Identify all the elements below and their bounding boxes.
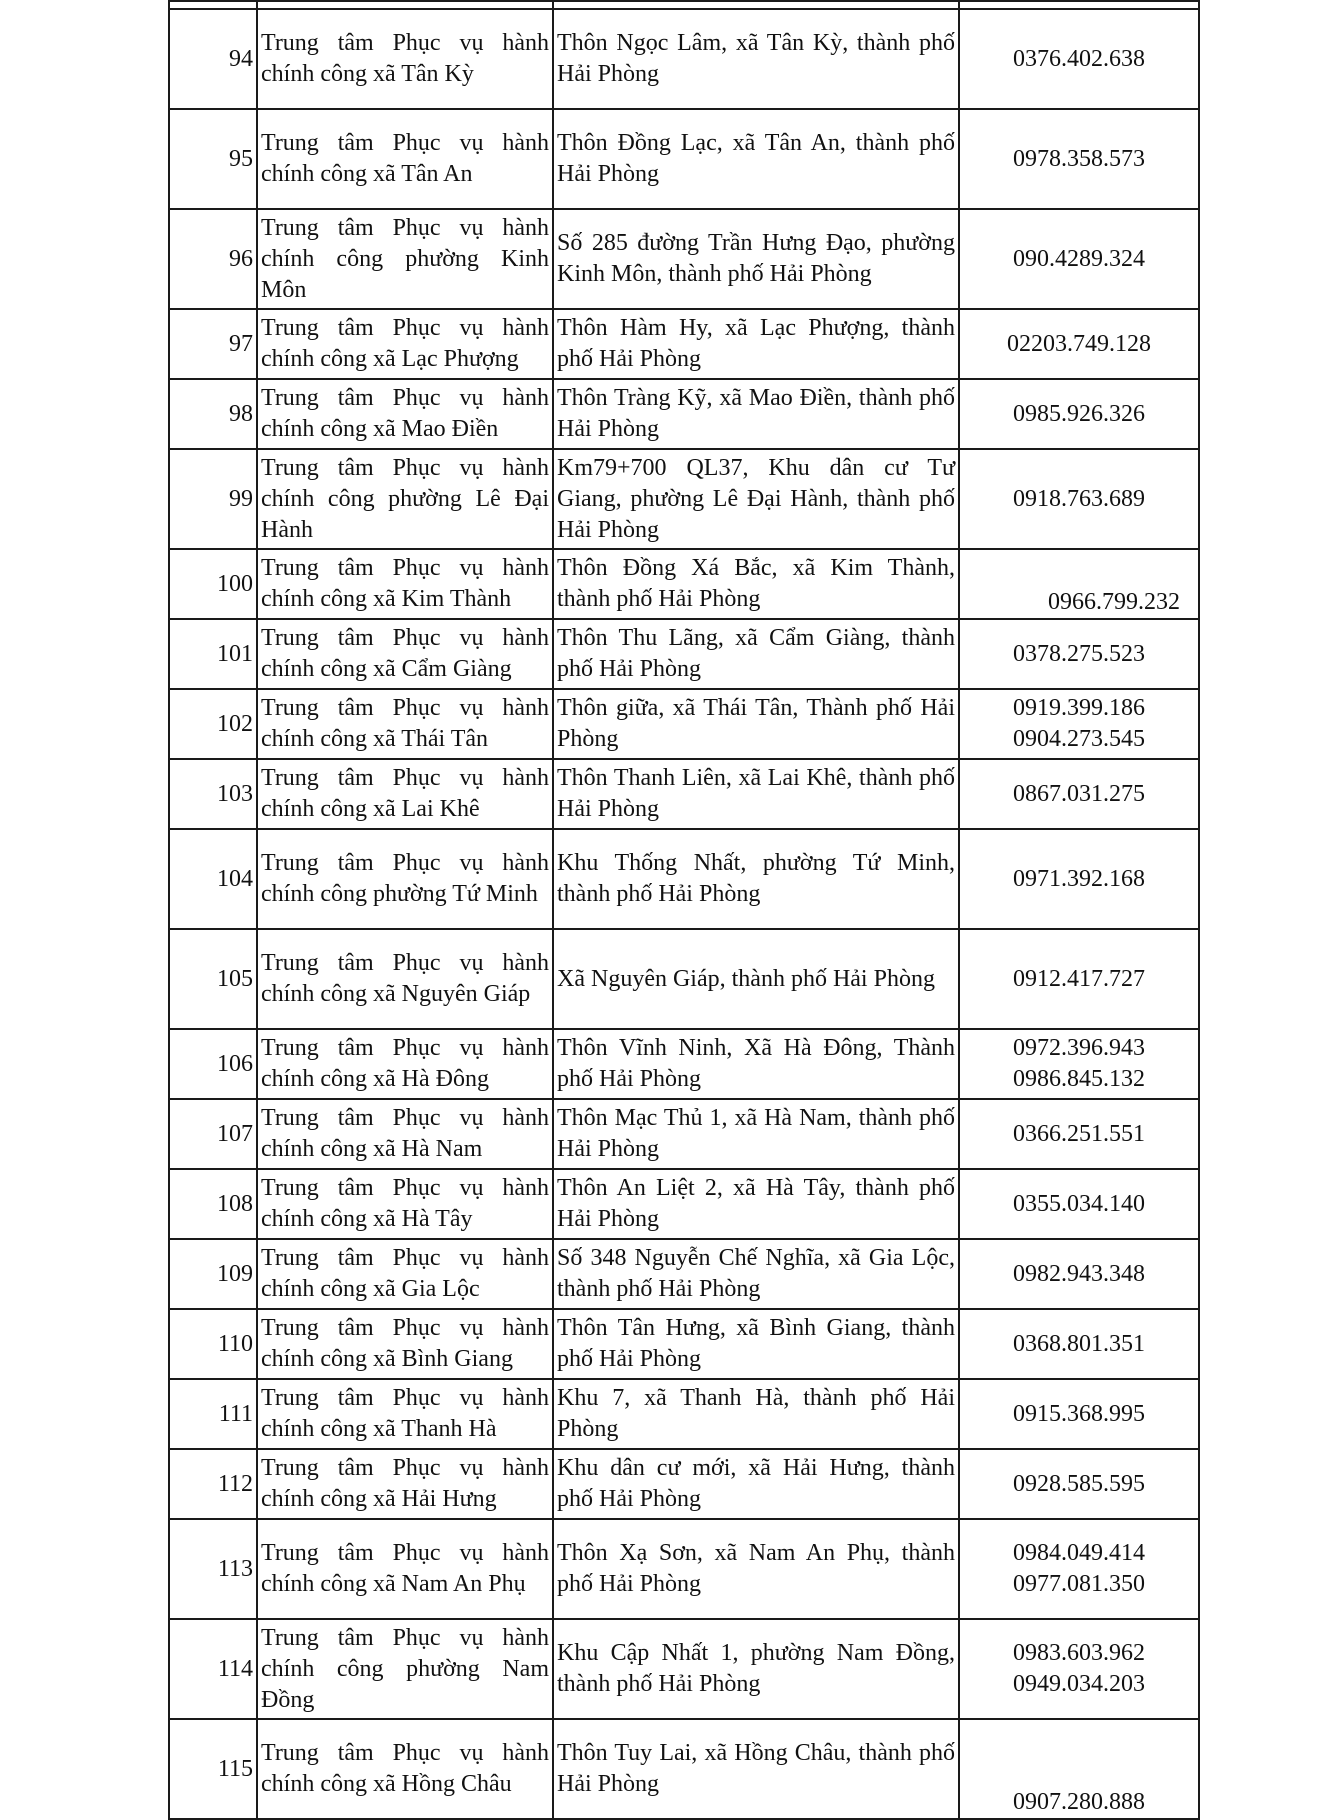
row-number: 101 <box>169 619 257 689</box>
center-address: Thôn Thu Lãng, xã Cẩm Giàng, thành phố Hải Phòng <box>553 619 959 689</box>
phone-number: 0867.031.275 <box>1013 780 1145 807</box>
phone-cell <box>959 209 1199 309</box>
center-address: Thôn Tân Hưng, xã Bình Giang, thành phố Hải Phòng <box>553 1309 959 1379</box>
table-row-previous-stub <box>169 1 1199 9</box>
phone-number: 0949.034.203 <box>1013 1671 1145 1697</box>
center-name: Trung tâm Phục vụ hành chính công xã Cẩm Giàng <box>257 619 553 689</box>
phone-number: 0919.399.186 <box>1013 695 1145 721</box>
phone-cell <box>959 1379 1199 1449</box>
center-name: Trung tâm Phục vụ hành chính công xã Nam An Phụ <box>257 1519 553 1619</box>
center-name: Trung tâm Phục vụ hành chính công xã Thái Tân <box>257 689 553 759</box>
center-name: Trung tâm Phục vụ hành chính công xã Nguyên Giáp <box>257 929 553 1029</box>
phone-cell <box>959 1029 1199 1099</box>
table-row <box>169 379 1199 449</box>
table-row <box>169 109 1199 209</box>
center-name: Trung tâm Phục vụ hành chính công xã Hà Nam <box>257 1099 553 1169</box>
phone-number: 0366.251.551 <box>1013 1120 1145 1147</box>
phone-cell <box>959 1309 1199 1379</box>
phone-number: 0971.392.168 <box>1013 865 1145 892</box>
phone-cell <box>959 309 1199 379</box>
center-address: Km79+700 QL37, Khu dân cư Tư Giang, phường Lê Đại Hành, thành phố Hải Phòng <box>553 449 959 549</box>
table-body <box>169 1 1199 1819</box>
center-address: Thôn Mạc Thủ 1, xã Hà Nam, thành phố Hải Phòng <box>553 1099 959 1169</box>
phone-number: 0982.943.348 <box>1013 1260 1145 1287</box>
center-name: Trung tâm Phục vụ hành chính công phường Kinh Môn <box>257 209 553 309</box>
row-number: 108 <box>169 1169 257 1239</box>
row-number: 103 <box>169 759 257 829</box>
table-row <box>169 209 1199 309</box>
row-number: 115 <box>169 1719 257 1819</box>
row-number: 95 <box>169 109 257 209</box>
table-row <box>169 1309 1199 1379</box>
table-row <box>169 1619 1199 1719</box>
center-address: Thôn Tràng Kỹ, xã Mao Điền, thành phố Hải Phòng <box>553 379 959 449</box>
phone-cell <box>959 929 1199 1029</box>
phone-cell <box>959 449 1199 549</box>
table-row <box>169 1519 1199 1619</box>
table-row <box>169 929 1199 1029</box>
table-row <box>169 759 1199 829</box>
service-centers-table <box>168 0 1200 1820</box>
center-address: Thôn Ngọc Lâm, xã Tân Kỳ, thành phố Hải Phòng <box>553 9 959 109</box>
row-number: 100 <box>169 549 257 619</box>
table-row <box>169 309 1199 379</box>
center-address: Số 285 đường Trần Hưng Đạo, phường Kinh Môn, thành phố Hải Phòng <box>553 209 959 309</box>
center-name: Trung tâm Phục vụ hành chính công xã Mao Điền <box>257 379 553 449</box>
row-number: 105 <box>169 929 257 1029</box>
row-number: 112 <box>169 1449 257 1519</box>
phone-number: 0984.049.414 <box>1013 1540 1145 1566</box>
phone-number: 090.4289.324 <box>1013 245 1145 272</box>
row-number: 111 <box>169 1379 257 1449</box>
center-name: Trung tâm Phục vụ hành chính công xã Gia Lộc <box>257 1239 553 1309</box>
row-number: 98 <box>169 379 257 449</box>
center-address: Thôn Đồng Xá Bắc, xã Kim Thành, thành phố Hải Phòng <box>553 549 959 619</box>
table-row <box>169 829 1199 929</box>
phone-number: 0918.763.689 <box>1013 485 1145 512</box>
center-name: Trung tâm Phục vụ hành chính công xã Hải Hưng <box>257 1449 553 1519</box>
center-address: Thôn An Liệt 2, xã Hà Tây, thành phố Hải Phòng <box>553 1169 959 1239</box>
phone-number: 0978.358.573 <box>1013 145 1145 172</box>
phone-number: 0915.368.995 <box>1013 1400 1145 1427</box>
center-name: Trung tâm Phục vụ hành chính công xã Bình Giang <box>257 1309 553 1379</box>
row-number: 107 <box>169 1099 257 1169</box>
phone-number: 0986.845.132 <box>1013 1066 1145 1092</box>
table-row <box>169 1169 1199 1239</box>
phone-number: 0907.280.888 <box>1013 1789 1145 1815</box>
row-number: 96 <box>169 209 257 309</box>
phone-number: 0983.603.962 <box>1013 1640 1145 1666</box>
table-row <box>169 1719 1199 1819</box>
row-number: 104 <box>169 829 257 929</box>
phone-cell <box>959 1449 1199 1519</box>
center-name: Trung tâm Phục vụ hành chính công xã Hồng Châu <box>257 1719 553 1819</box>
phone-cell <box>959 549 1199 619</box>
table-row <box>169 689 1199 759</box>
table-row <box>169 449 1199 549</box>
phone-number: 0904.273.545 <box>1013 726 1145 752</box>
phone-cell <box>959 619 1199 689</box>
phone-cell <box>959 9 1199 109</box>
center-address: Thôn Vĩnh Ninh, Xã Hà Đông, Thành phố Hải Phòng <box>553 1029 959 1099</box>
center-address: Thôn Thanh Liên, xã Lai Khê, thành phố Hải Phòng <box>553 759 959 829</box>
phone-number: 0912.417.727 <box>1013 965 1145 992</box>
phone-cell <box>959 109 1199 209</box>
center-address: Thôn Hàm Hy, xã Lạc Phượng, thành phố Hải Phòng <box>553 309 959 379</box>
center-name: Trung tâm Phục vụ hành chính công xã Thanh Hà <box>257 1379 553 1449</box>
phone-number: 0972.396.943 <box>1013 1035 1145 1061</box>
center-address: Khu Thống Nhất, phường Tứ Minh, thành phố Hải Phòng <box>553 829 959 929</box>
phone-cell <box>959 689 1199 759</box>
phone-number: 0378.275.523 <box>1013 640 1145 667</box>
phone-cell <box>959 1619 1199 1719</box>
table-row <box>169 1029 1199 1099</box>
table-row <box>169 1099 1199 1169</box>
phone-number: 02203.749.128 <box>1007 330 1151 357</box>
center-name: Trung tâm Phục vụ hành chính công phường Lê Đại Hành <box>257 449 553 549</box>
row-number: 114 <box>169 1619 257 1719</box>
phone-number: 0985.926.326 <box>1013 400 1145 427</box>
phone-cell <box>959 829 1199 929</box>
center-address: Khu dân cư mới, xã Hải Hưng, thành phố Hải Phòng <box>553 1449 959 1519</box>
phone-cell <box>959 379 1199 449</box>
row-number: 94 <box>169 9 257 109</box>
center-name: Trung tâm Phục vụ hành chính công phường Nam Đồng <box>257 1619 553 1719</box>
center-address: Thôn Xạ Sơn, xã Nam An Phụ, thành phố Hải Phòng <box>553 1519 959 1619</box>
center-address: Xã Nguyên Giáp, thành phố Hải Phòng <box>553 929 959 1029</box>
phone-cell <box>959 1719 1199 1819</box>
phone-cell <box>959 1099 1199 1169</box>
table-row <box>169 1379 1199 1449</box>
center-name: Trung tâm Phục vụ hành chính công xã Kim Thành <box>257 549 553 619</box>
center-name: Trung tâm Phục vụ hành chính công xã Tân An <box>257 109 553 209</box>
center-name: Trung tâm Phục vụ hành chính công xã Hà Đông <box>257 1029 553 1099</box>
phone-number: 0376.402.638 <box>1013 45 1145 72</box>
phone-number: 0368.801.351 <box>1013 1330 1145 1357</box>
phone-cell <box>959 1519 1199 1619</box>
center-name: Trung tâm Phục vụ hành chính công xã Tân Kỳ <box>257 9 553 109</box>
center-name: Trung tâm Phục vụ hành chính công xã Lạc Phượng <box>257 309 553 379</box>
center-address: Thôn Đồng Lạc, xã Tân An, thành phố Hải Phòng <box>553 109 959 209</box>
phone-cell <box>959 1169 1199 1239</box>
center-address: Thôn Tuy Lai, xã Hồng Châu, thành phố Hải Phòng <box>553 1719 959 1819</box>
table-row <box>169 619 1199 689</box>
center-name: Trung tâm Phục vụ hành chính công xã Hà Tây <box>257 1169 553 1239</box>
center-address: Thôn giữa, xã Thái Tân, Thành phố Hải Phòng <box>553 689 959 759</box>
center-address: Số 348 Nguyễn Chế Nghĩa, xã Gia Lộc, thành phố Hải Phòng <box>553 1239 959 1309</box>
phone-number: 0928.585.595 <box>1013 1470 1145 1497</box>
row-number: 102 <box>169 689 257 759</box>
phone-number: 0966.799.232 <box>1048 589 1180 615</box>
phone-number: 0977.081.350 <box>1013 1571 1145 1597</box>
phone-cell <box>959 1239 1199 1309</box>
row-number: 99 <box>169 449 257 549</box>
center-address: Khu 7, xã Thanh Hà, thành phố Hải Phòng <box>553 1379 959 1449</box>
table-row <box>169 549 1199 619</box>
phone-cell <box>959 759 1199 829</box>
table-row <box>169 1449 1199 1519</box>
center-name: Trung tâm Phục vụ hành chính công phường Tứ Minh <box>257 829 553 929</box>
center-name: Trung tâm Phục vụ hành chính công xã Lai Khê <box>257 759 553 829</box>
row-number: 106 <box>169 1029 257 1099</box>
row-number: 110 <box>169 1309 257 1379</box>
table-row <box>169 1239 1199 1309</box>
center-address: Khu Cập Nhất 1, phường Nam Đồng, thành phố Hải Phòng <box>553 1619 959 1719</box>
table-row <box>169 9 1199 109</box>
phone-number: 0355.034.140 <box>1013 1190 1145 1217</box>
row-number: 113 <box>169 1519 257 1619</box>
row-number: 109 <box>169 1239 257 1309</box>
row-number: 97 <box>169 309 257 379</box>
